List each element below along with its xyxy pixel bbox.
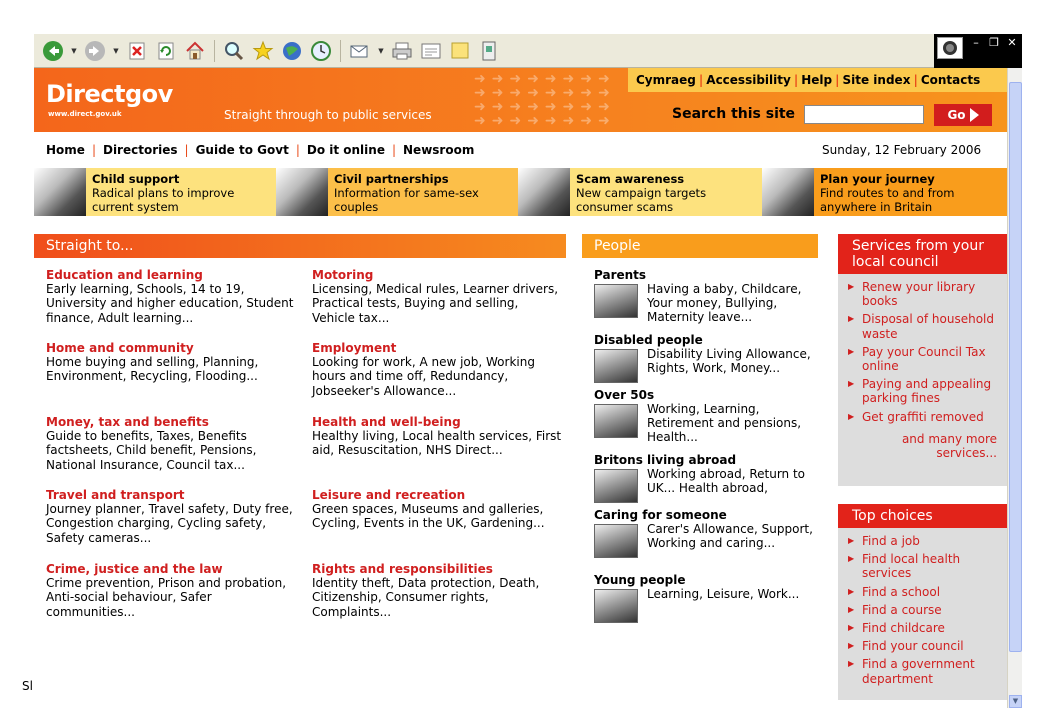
promo-text: Find routes to and from anywhere in Britain bbox=[820, 186, 955, 214]
arrow-right-icon: ▶ bbox=[848, 586, 855, 596]
people-photo bbox=[594, 524, 638, 558]
link-site-index[interactable]: Site index bbox=[842, 73, 911, 87]
home-icon[interactable] bbox=[182, 38, 208, 64]
people-description: Carer's Allowance, Support, Working and caring... bbox=[647, 522, 813, 551]
mail-icon[interactable] bbox=[347, 38, 373, 64]
windows-logo-icon bbox=[937, 37, 963, 59]
back-icon[interactable] bbox=[40, 38, 66, 64]
favorites-icon[interactable] bbox=[250, 38, 276, 64]
council-link-label: Renew your library books bbox=[862, 280, 976, 309]
topic-description: Home buying and selling, Planning, Environment, Recycling, Flooding... bbox=[46, 355, 259, 384]
topic-description: Healthy living, Local health services, First aid, Resuscitation, NHS Direct... bbox=[312, 429, 562, 458]
browser-toolbar bbox=[34, 34, 934, 68]
people-link-young-people[interactable]: Young people bbox=[594, 573, 686, 587]
people-description: Working, Learning, Retirement and pensions, Health... bbox=[647, 402, 802, 445]
people-description: Working abroad, Return to UK... Health abroad, bbox=[647, 467, 806, 496]
council-services-panel bbox=[838, 234, 1007, 486]
arrow-right-icon: ▶ bbox=[848, 536, 855, 545]
top-choice-link[interactable] bbox=[848, 534, 999, 548]
arrow-right-icon: ▶ bbox=[848, 604, 855, 614]
main-nav bbox=[46, 143, 474, 157]
top-choice-link[interactable] bbox=[848, 621, 999, 635]
nav-separator: | bbox=[391, 143, 397, 157]
topic-link[interactable]: Health and well-being bbox=[312, 415, 461, 429]
council-link[interactable] bbox=[848, 345, 999, 373]
people-description: Disability Living Allowance, Rights, Work, Money... bbox=[647, 347, 811, 376]
nav-newsroom[interactable]: Newsroom bbox=[403, 143, 475, 157]
promo-text: New campaign targets consumer scams bbox=[576, 186, 707, 214]
arrow-right-icon bbox=[970, 108, 979, 122]
council-link-label: Disposal of household waste bbox=[862, 312, 995, 341]
mail-dropdown-icon[interactable]: ▼ bbox=[378, 46, 384, 55]
topic-description: Identity theft, Data protection, Death, Citizenship, Consumer rights, Complaints... bbox=[312, 576, 540, 619]
vertical-scrollbar[interactable] bbox=[1007, 68, 1022, 708]
top-choice-link[interactable] bbox=[848, 585, 999, 599]
promo-title: Child support bbox=[92, 172, 180, 186]
topic-link[interactable]: Rights and responsibilities bbox=[312, 562, 493, 576]
people-photo bbox=[594, 589, 638, 623]
council-link[interactable] bbox=[848, 377, 999, 405]
link-separator: | bbox=[793, 73, 799, 87]
council-link[interactable] bbox=[848, 280, 999, 308]
arrow-right-icon: ▶ bbox=[848, 641, 855, 651]
stop-icon[interactable] bbox=[124, 38, 150, 64]
council-link[interactable] bbox=[848, 410, 999, 424]
site-header bbox=[34, 68, 1007, 132]
arrow-right-icon: ▶ bbox=[848, 346, 855, 356]
topic-link[interactable]: Education and learning bbox=[46, 268, 203, 282]
media-icon[interactable] bbox=[279, 38, 305, 64]
top-choice-label: Find a school bbox=[862, 584, 941, 599]
council-link-label: Pay your Council Tax online bbox=[862, 344, 986, 374]
link-separator: | bbox=[913, 73, 918, 87]
promo-title: Scam awareness bbox=[576, 172, 685, 186]
topic-description: Guide to benefits, Taxes, Benefits factsheets, Child benefit, Pensions, National Insurance, Council tax... bbox=[46, 429, 257, 472]
straight-to-heading: Straight to... bbox=[34, 234, 566, 258]
restore-button[interactable]: ❐ bbox=[989, 36, 999, 49]
topic-home-community bbox=[46, 341, 296, 384]
topic-link[interactable]: Home and community bbox=[46, 341, 194, 355]
people-description: Learning, Leisure, Work... bbox=[647, 587, 800, 601]
toolbar-separator bbox=[214, 40, 215, 62]
topic-travel bbox=[46, 488, 296, 545]
forward-dropdown-icon[interactable]: ▼ bbox=[113, 46, 119, 55]
back-dropdown-icon[interactable]: ▼ bbox=[71, 46, 77, 55]
nav-separator: | bbox=[91, 143, 96, 157]
minimize-button[interactable]: – bbox=[973, 36, 979, 49]
promo-strip bbox=[34, 168, 1007, 216]
discuss-icon[interactable] bbox=[447, 38, 473, 64]
topic-link[interactable]: Money, tax and benefits bbox=[46, 415, 209, 429]
arrow-pattern: ➜➜➜➜➜➜➜➜ ➜➜➜➜➜➜➜➜ ➜➜➜➜➜➜➜➜ ➜➜➜➜➜➜➜➜ bbox=[474, 72, 616, 128]
topic-description: Looking for work, A new job, Working hours and time off, Redundancy, Jobseeker's Allowance... bbox=[312, 355, 535, 398]
top-choice-label: Find childcare bbox=[862, 621, 945, 636]
window-controls bbox=[934, 34, 1022, 68]
nav-home[interactable]: Home bbox=[46, 143, 85, 157]
people-photo bbox=[594, 469, 638, 503]
topic-leisure bbox=[312, 488, 562, 531]
promo-text: Radical plans to improve current system bbox=[92, 186, 235, 214]
print-icon[interactable] bbox=[389, 38, 415, 64]
topic-employment bbox=[312, 341, 562, 398]
topic-money-tax bbox=[46, 415, 296, 472]
utility-links bbox=[628, 68, 1007, 92]
scroll-down-icon[interactable]: ▼ bbox=[1009, 695, 1022, 708]
top-choices-panel bbox=[838, 504, 1007, 700]
nav-do-it-online[interactable]: Do it online bbox=[306, 143, 385, 157]
promo-scam-awareness[interactable] bbox=[518, 168, 762, 216]
search-go-button[interactable] bbox=[934, 104, 992, 126]
nav-separator: | bbox=[295, 143, 300, 157]
top-choice-link[interactable] bbox=[848, 657, 999, 685]
council-heading: Services from your local council bbox=[838, 234, 1007, 274]
current-date: Sunday, 12 February 2006 bbox=[822, 143, 982, 157]
topic-rights bbox=[312, 562, 562, 619]
top-choice-label: Find local health services bbox=[862, 552, 961, 581]
top-choice-link[interactable] bbox=[848, 552, 999, 580]
top-choices-heading: Top choices bbox=[838, 504, 1007, 528]
history-icon[interactable] bbox=[308, 38, 334, 64]
search-label: Search this site bbox=[672, 106, 796, 122]
promo-image bbox=[518, 168, 570, 216]
link-separator: | bbox=[835, 73, 840, 87]
promo-image bbox=[276, 168, 328, 216]
people-heading: People bbox=[582, 234, 818, 258]
topic-description: Journey planner, Travel safety, Duty free, Congestion charging, Cycling safety, Safety cameras... bbox=[46, 502, 293, 545]
people-photo bbox=[594, 404, 638, 438]
people-description: Having a baby, Childcare, Your money, Bullying, Maternity leave... bbox=[647, 282, 802, 325]
topic-description: Green spaces, Museums and galleries, Cycling, Events in the UK, Gardening... bbox=[312, 502, 545, 531]
link-accessibility[interactable]: Accessibility bbox=[706, 73, 791, 87]
topic-education bbox=[46, 268, 296, 325]
edit-icon[interactable] bbox=[418, 38, 444, 64]
arrow-right-icon: ▶ bbox=[848, 379, 855, 389]
council-link-label: Paying and appealing parking fines bbox=[862, 377, 992, 406]
people-link-britons-abroad[interactable]: Britons living abroad bbox=[594, 453, 737, 467]
topic-motoring bbox=[312, 268, 562, 325]
topic-link[interactable]: Leisure and recreation bbox=[312, 488, 466, 502]
scrollbar-thumb[interactable] bbox=[1009, 82, 1022, 652]
search-input[interactable] bbox=[804, 105, 924, 124]
nav-guide-to-govt[interactable]: Guide to Govt bbox=[195, 143, 289, 157]
messenger-icon[interactable] bbox=[476, 38, 502, 64]
top-choice-label: Find a government department bbox=[862, 657, 975, 686]
link-contacts[interactable]: Contacts bbox=[920, 73, 981, 87]
people-link-over-50s[interactable]: Over 50s bbox=[594, 388, 655, 402]
arrow-right-icon: ▶ bbox=[848, 623, 855, 633]
topic-link[interactable]: Crime, justice and the law bbox=[46, 562, 223, 576]
promo-plan-your-journey[interactable] bbox=[762, 168, 1007, 216]
toolbar-separator bbox=[340, 40, 341, 62]
arrow-right-icon: ▶ bbox=[848, 314, 855, 324]
people-link-caring[interactable]: Caring for someone bbox=[594, 508, 727, 522]
topic-link[interactable]: Travel and transport bbox=[46, 488, 185, 502]
council-link-label: Get graffiti removed bbox=[862, 409, 984, 424]
top-choice-label: Find a job bbox=[862, 534, 920, 548]
top-choice-label: Find your council bbox=[862, 639, 964, 654]
nav-separator: | bbox=[184, 143, 189, 157]
top-choice-link[interactable] bbox=[848, 639, 999, 653]
promo-image bbox=[762, 168, 814, 216]
refresh-icon[interactable] bbox=[153, 38, 179, 64]
link-separator: | bbox=[698, 73, 704, 87]
topic-description: Early learning, Schools, 14 to 19, University and higher education, Student finance, Adult learning... bbox=[46, 282, 294, 325]
topic-description: Crime prevention, Prison and probation, Anti-social behaviour, Safer communities... bbox=[46, 576, 287, 619]
search-icon[interactable] bbox=[221, 38, 247, 64]
close-button[interactable]: ✕ bbox=[1007, 36, 1017, 49]
link-help[interactable]: Help bbox=[801, 73, 833, 87]
arrow-right-icon: ▶ bbox=[848, 659, 855, 669]
promo-title: Plan your journey bbox=[820, 172, 935, 186]
go-label: Go bbox=[947, 108, 966, 122]
topic-link[interactable]: Motoring bbox=[312, 268, 374, 282]
topic-crime-justice bbox=[46, 562, 296, 619]
promo-child-support[interactable] bbox=[34, 168, 276, 216]
link-cymraeg[interactable]: Cymraeg bbox=[636, 73, 696, 87]
council-link[interactable] bbox=[848, 312, 999, 340]
people-link-disabled[interactable]: Disabled people bbox=[594, 333, 703, 347]
promo-civil-partnerships[interactable] bbox=[276, 168, 518, 216]
people-photo bbox=[594, 349, 638, 383]
top-choice-label: Find a course bbox=[862, 602, 942, 617]
site-logo[interactable]: Directgov bbox=[46, 80, 173, 108]
nav-directories[interactable]: Directories bbox=[102, 143, 178, 157]
arrow-right-icon: ▶ bbox=[848, 554, 855, 564]
promo-title: Civil partnerships bbox=[334, 172, 449, 186]
promo-image bbox=[34, 168, 86, 216]
tagline: Straight through to public services bbox=[224, 108, 432, 122]
council-more-link[interactable]: and many more services... bbox=[901, 431, 997, 461]
arrow-right-icon: ▶ bbox=[848, 282, 855, 291]
people-photo bbox=[594, 284, 638, 318]
topic-description: Licensing, Medical rules, Learner drivers, Practical tests, Buying and selling, Vehicle tax... bbox=[312, 282, 559, 325]
logo-url: www.direct.gov.uk bbox=[48, 110, 122, 118]
top-choice-link[interactable] bbox=[848, 603, 999, 617]
stray-text: Sl bbox=[22, 679, 33, 693]
promo-text: Information for same-sex couples bbox=[334, 186, 479, 214]
topic-health bbox=[312, 415, 562, 458]
forward-icon[interactable] bbox=[82, 38, 108, 64]
arrow-right-icon: ▶ bbox=[848, 411, 855, 421]
topic-link[interactable]: Employment bbox=[312, 341, 397, 355]
people-link-parents[interactable]: Parents bbox=[594, 268, 647, 282]
